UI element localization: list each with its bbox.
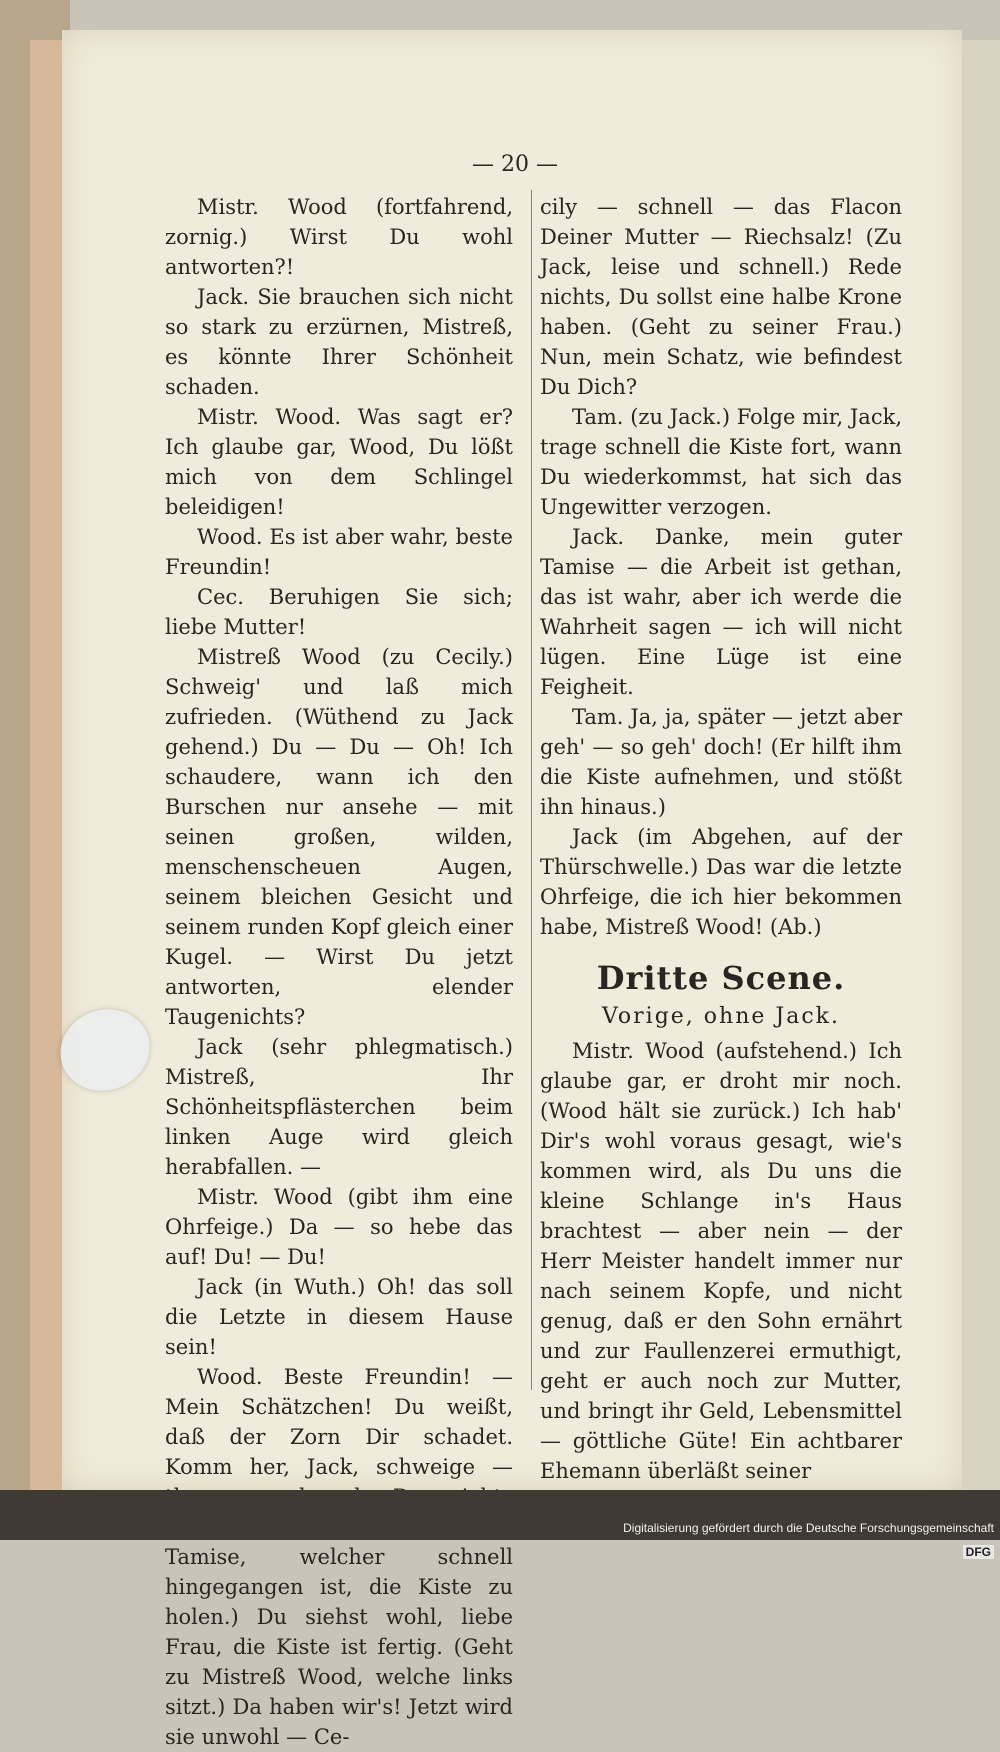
- scene-title: Dritte Scene.: [596, 959, 846, 997]
- paragraph: Wood. Beste Freundin! — Mein Schätzchen! Du weißt, daß der Zorn Dir schadet. Komm her, Jack, schweige — Tamise, welcher schnell hingegangen ist, die Kiste zu holen.) Du siehst wohl, liebe Frau, die Kiste ist fertig. (Geht zu Mistreß Wood, welche links sitzt.) Da haben wir's! Jetzt wird sie unwohl — Ce-: [165, 1365, 513, 1749]
- page-number: — 20 —: [472, 152, 558, 177]
- paragraph: Tam. (zu Jack.) Folge mir, Jack, trage schnell die Kiste fort, wann Du wiederkommst, hat sich das Ungewitter verzogen.: [540, 405, 902, 519]
- paragraph: cily — schnell — das Flacon Deiner Mutter — Riechsalz! (Zu Jack, leise und schnell.) Rede nichts, Du sollst eine halbe Krone haben. (Geht zu seiner Frau.) Nun, mein Schatz, wie befindest Du Dich?: [540, 195, 902, 399]
- paragraph: Jack (sehr phlegmatisch.) Mistreß, Ihr Schönheitspflästerchen beim linken Auge wird gleich herabfallen. —: [165, 1035, 513, 1179]
- paragraph: Jack. Sie brauchen sich nicht so stark zu erzürnen, Mistreß, es könnte Ihrer Schönheit schaden.: [165, 285, 513, 399]
- right-column: [540, 192, 902, 1486]
- paragraph: Mistr. Wood (fortfahrend, zornig.) Wirst Du wohl antworten?!: [165, 195, 513, 279]
- paragraph: Wood. Es ist aber wahr, beste Freundin!: [165, 525, 513, 579]
- paragraph: Mistr. Wood (aufstehend.) Ich glaube gar, er droht mir noch. (Wood hält sie zurück.) Ich hab' Dir's wohl voraus gesagt, wie's kommen wird, als Du uns die kleine Schlange in's Haus brachtest — aber nein — der Herr Meister handelt immer nur nach seinem Kopfe, und nicht genug, daß er den Sohn ernährt und zur Faullenzerei ermuthigt, geht er auch noch zur Mutter, und bringt ihr Geld, Lebensmittel — göttliche Güte! Ein achtbarer Ehemann überläßt seiner: [540, 1039, 902, 1483]
- facing-page-edge: [962, 40, 1000, 1490]
- paragraph: Mistr. Wood (gibt ihm eine Ohrfeige.) Da — so hebe das auf! Du! — Du!: [165, 1185, 513, 1269]
- paragraph: Mistreß Wood (zu Cecily.) Schweig' und laß mich zufrieden. (Wüthend zu Jack gehend.) Du — Du — Oh! Ich schaudere, wann ich den Burschen nur ansehe — mit seinen großen, wilden, menschenscheuen Augen, seinem bleichen Gesicht und seinem runden Kopf gleich einer Kugel. — Wirst Du jetzt antworten, elender Taugenichts?: [165, 645, 513, 1029]
- paragraph: Jack. Danke, mein guter Tamise — die Arbeit ist gethan, das ist wahr, aber ich werde die Wahrheit sagen — ich will nicht lügen. Eine Lüge ist eine Feigheit.: [540, 525, 902, 699]
- paragraph: Jack (in Wuth.) Oh! das soll die Letzte in diesem Hause sein!: [165, 1275, 513, 1359]
- column-divider: [531, 190, 532, 1390]
- paragraph: Cec. Beruhigen Sie sich; liebe Mutter!: [165, 585, 513, 639]
- paragraph: Mistr. Wood. Was sagt er? Ich glaube gar, Wood, Du lößt mich von dem Schlingel beleidigen!: [165, 405, 513, 519]
- scene-subtitle: Vorige, ohne Jack.: [602, 1004, 840, 1029]
- digitization-footer: [600, 1516, 1000, 1559]
- paragraph: Jack (im Abgehen, auf der Thürschwelle.) Das war die letzte Ohrfeige, die ich hier bekommen habe, Mistreß Wood! (Ab.): [540, 825, 902, 939]
- footer-text: Digitalisierung gefördert durch die Deutsche Forschungsgemeinschaft: [623, 1521, 994, 1535]
- dfg-logo: DFG: [963, 1545, 994, 1559]
- paragraph: Tam. Ja, ja, später — jetzt aber geh' — so geh' doch! (Er hilft ihm die Kiste aufnehmen, und stößt ihn hinaus.): [540, 705, 902, 819]
